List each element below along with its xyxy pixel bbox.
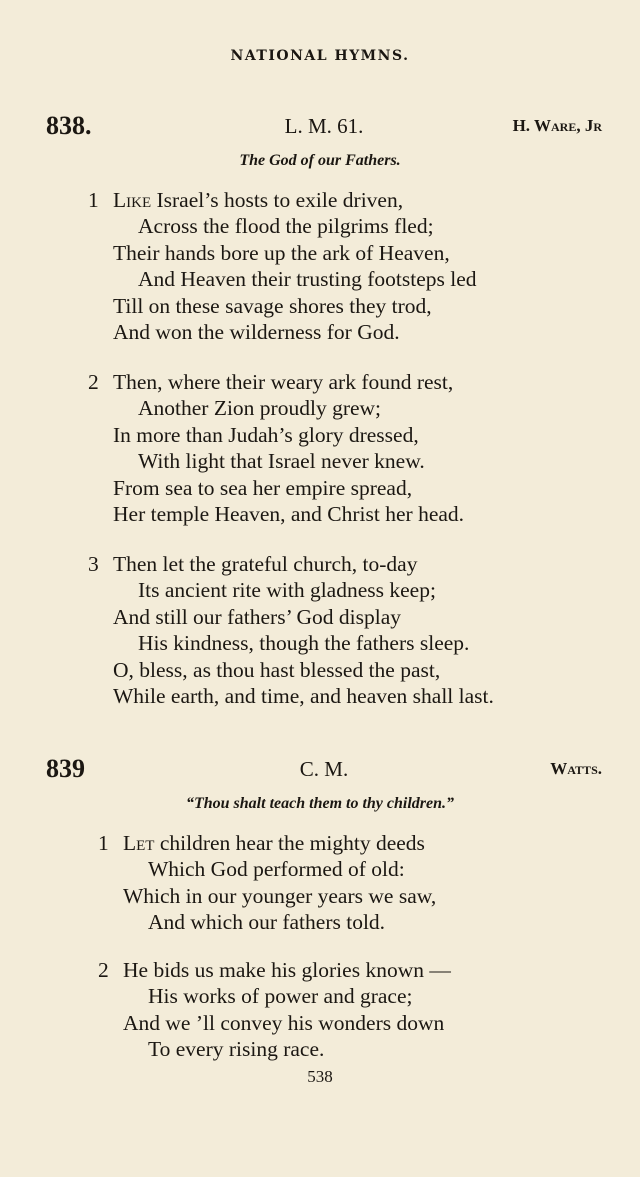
- stanza-line: [88, 551, 494, 577]
- stanza-line: His kindness, though the fathers sleep.: [138, 631, 470, 656]
- stanza-line: [98, 957, 451, 983]
- hymn-meter: C. M.: [299, 757, 349, 781]
- stanza-line: Its ancient rite with gladness keep;: [138, 578, 436, 603]
- stanza-line: Which in our younger years we saw,: [123, 883, 437, 908]
- first-line: Then let the grateful church, to-day: [113, 552, 418, 576]
- stanza-1: [98, 830, 437, 936]
- hymn-author: Watts.: [550, 759, 602, 778]
- verse-number: 1: [88, 188, 99, 212]
- first-line: He bids us make his glories known —: [123, 958, 451, 982]
- stanza-2: [98, 957, 451, 1063]
- stanza-line: And which our fathers told.: [148, 910, 386, 935]
- stanza-1: [88, 187, 477, 345]
- first-line-rest: Israel’s hosts to exile driven,: [151, 188, 404, 212]
- verse-number: 3: [88, 552, 99, 576]
- verse-number: 1: [98, 831, 109, 855]
- stanza-line: While earth, and time, and heaven shall last.: [113, 683, 494, 708]
- first-line-rest: children hear the mighty deeds: [154, 831, 425, 855]
- hymn-subtitle: “Thou shalt teach them to thy children.”: [185, 795, 455, 812]
- stanza-line: [88, 369, 464, 395]
- stanza-line: In more than Judah’s glory dressed,: [113, 422, 419, 447]
- stanza-line: O, bless, as thou hast blessed the past,: [113, 657, 441, 682]
- first-line: Then, where their weary ark found rest,: [113, 370, 454, 394]
- running-head: NATIONAL HYMNS.: [230, 48, 410, 64]
- first-word: Let: [123, 831, 155, 855]
- stanza-line: Till on these savage shores they trod,: [113, 293, 432, 318]
- stanza-line: Which God performed of old:: [148, 857, 405, 882]
- stanza-line: To every rising race.: [148, 1037, 325, 1062]
- stanza-line: Their hands bore up the ark of Heaven,: [113, 240, 450, 265]
- stanza-line: From sea to sea her empire spread,: [113, 475, 413, 500]
- hymn-header-839: [46, 754, 602, 788]
- first-word: Like: [113, 188, 152, 212]
- stanza-line: [98, 830, 436, 856]
- stanza-line: With light that Israel never knew.: [138, 449, 425, 474]
- stanza-line: Across the flood the pilgrims fled;: [138, 214, 434, 239]
- stanza-line: Another Zion proudly grew;: [138, 396, 382, 421]
- verse-number: 2: [88, 370, 99, 394]
- hymn-number: 839: [46, 754, 85, 783]
- hymn-author: H. Ware, Jr: [512, 116, 602, 135]
- page-number: 538: [307, 1067, 333, 1086]
- stanza-2: [88, 369, 465, 527]
- stanza-line: And Heaven their trusting footsteps led: [138, 267, 477, 292]
- stanza-line: And still our fathers’ God display: [113, 604, 402, 629]
- hymn-meter: L. M. 61.: [284, 114, 364, 138]
- stanza-line: And we ’ll convey his wonders down: [123, 1010, 445, 1035]
- stanza-line: Her temple Heaven, and Christ her head.: [113, 501, 465, 526]
- hymn-number: 838.: [46, 111, 92, 140]
- stanza-3: [88, 551, 494, 709]
- stanza-line: His works of power and grace;: [148, 984, 413, 1009]
- hymn-subtitle: The God of our Fathers.: [239, 152, 401, 169]
- verse-number: 2: [98, 958, 109, 982]
- hymn-header-838: [46, 111, 602, 145]
- stanza-line: [88, 187, 477, 213]
- stanza-line: And won the wilderness for God.: [113, 319, 400, 344]
